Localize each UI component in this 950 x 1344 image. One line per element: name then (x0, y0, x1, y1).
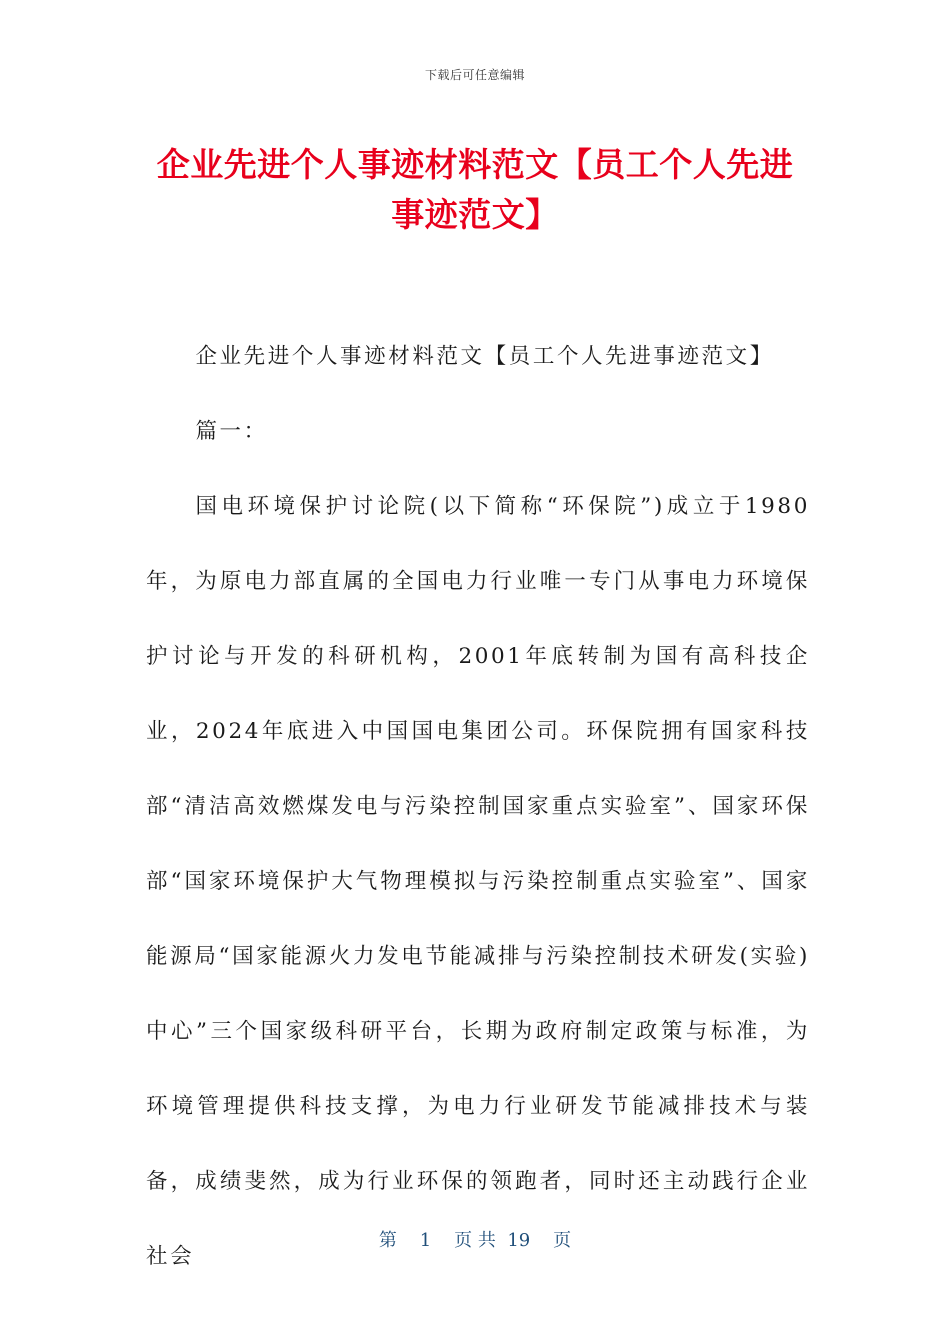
footer-prefix: 第 (378, 1230, 397, 1251)
footer-suffix: 页 (553, 1230, 572, 1251)
footer-middle: 页 共 (454, 1230, 496, 1251)
page-header-note: 下载后可任意编辑 (424, 68, 525, 82)
page-footer (0, 1226, 950, 1252)
document-body (146, 319, 810, 1294)
footer-total-pages: 19 (507, 1230, 531, 1251)
paragraph-section-heading: 篇一： (195, 419, 268, 444)
footer-current-page: 1 (419, 1230, 432, 1251)
document-title: 企业先进个人事迹材料范文【员工个人先进事迹范文】 (156, 145, 794, 234)
paragraph-main: 国电环境保护讨论院(以下简称“环保院”)成立于1980年，为原电力部直属的全国电力行业唯一专门从事电力环境保护讨论与开发的科研机构，2001年底转制为国有高科技企业，2024年底进入中国国电集团公司。环保院拥有国家科技部“清洁高效燃煤发电与污染控制国家重点实验室”、国家环保部“国家环境保护大气物理模拟与污染控制重点实验室”、国家能源局“国家能源火力发电节能减排与污染控制技术研发(实验)中心”三个国家级科研平台，长期为政府制定政策与标准，为环境管理提供科技支撑，为电力行业研发节能减排技术与装备，成绩斐然，成为行业环保的领跑者，同时还主动践行企业社会 (146, 494, 810, 1269)
paragraph-intro: 企业先进个人事迹材料范文【员工个人先进事迹范文】 (195, 344, 774, 369)
